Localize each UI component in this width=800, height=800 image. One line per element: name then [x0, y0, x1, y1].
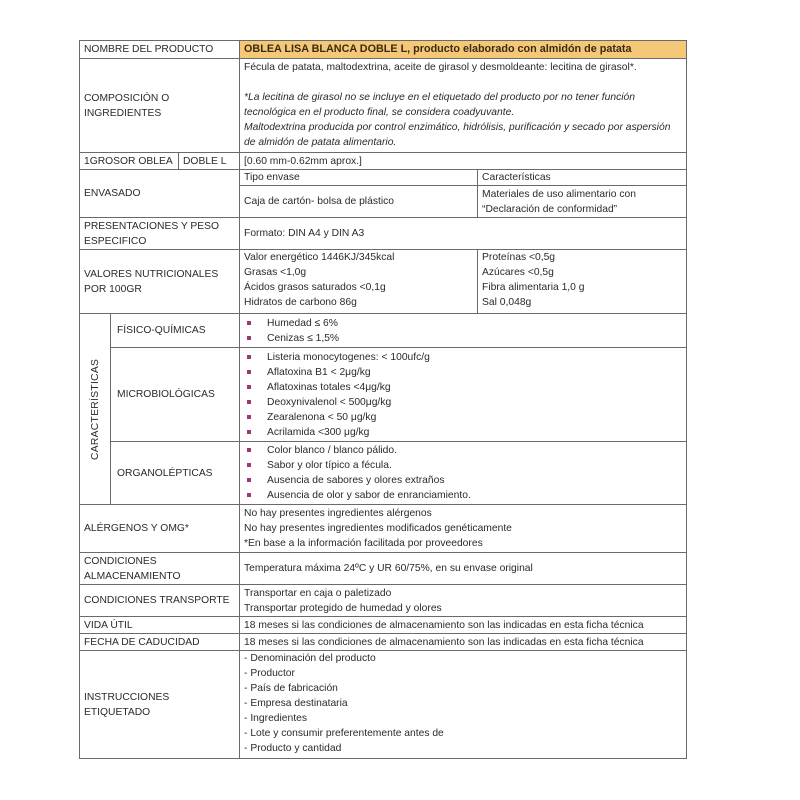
spec-table [79, 40, 687, 759]
bullet-icon [247, 430, 251, 434]
labeling-item: - Lote y consumir preferentemente antes de [244, 728, 444, 739]
nutrition-sugars: Azúcares <0,5g [482, 267, 554, 278]
composition-label: COMPOSICIÓN O INGREDIENTES [80, 59, 240, 153]
packaging-label: ENVASADO [80, 170, 240, 218]
packaging-characteristics-header: Características [478, 170, 687, 186]
storage-value: Temperatura máxima 24ºC y UR 60/75%, en su envase original [240, 553, 687, 585]
bullet-icon [247, 478, 251, 482]
allergens-label: ALÉRGENOS Y OMG* [80, 505, 240, 553]
allergens-values [240, 505, 687, 553]
row-organo [80, 442, 687, 505]
micro-item: Listeria monocytogenes: < 100ufc/g [244, 350, 682, 365]
row-product-name [80, 41, 687, 59]
nutrition-fiber: Fibra alimentaria 1,0 g [482, 282, 585, 293]
micro-item: Aflatoxina B1 < 2μg/kg [244, 365, 682, 380]
organo-item: Ausencia de sabores y olores extraños [244, 473, 682, 488]
characteristics-label: CARACTERÍSTICAS [80, 314, 111, 505]
bullet-icon [247, 415, 251, 419]
expiry-value: 18 meses si las condiciones de almacenamiento son las indicadas en esta ficha técnica [240, 634, 687, 651]
labeling-item: - Empresa destinataria [244, 698, 348, 709]
nutrition-saturated: Ácidos grasos saturados <0,1g [244, 282, 386, 293]
organo-item: Sabor y olor típico a fécula. [244, 458, 682, 473]
row-shelf-life [80, 617, 687, 634]
micro-item: Zearalenona < 50 μg/kg [244, 410, 682, 425]
bullet-icon [247, 385, 251, 389]
nutrition-energy: Valor energético 1446KJ/345kcal [244, 252, 395, 263]
expiry-label: FECHA DE CADUCIDAD [80, 634, 240, 651]
transport-line: Transportar protegido de humedad y olores [244, 602, 442, 614]
bullet-icon [247, 355, 251, 359]
micro-item: Acrilamida <300 μg/kg [244, 425, 682, 440]
labeling-item: - Productor [244, 668, 295, 679]
thickness-value: [0.60 mm-0.62mm aprox.] [240, 153, 687, 170]
bullet-icon [247, 336, 251, 340]
presentations-label: PRESENTACIONES Y PESO ESPECIFICO [80, 218, 240, 250]
product-name-label: NOMBRE DEL PRODUCTO [80, 41, 240, 59]
organo-values [240, 442, 687, 505]
row-packaging-header [80, 170, 687, 186]
physico-label: FÍSICO-QUÍMICAS [111, 314, 240, 348]
organo-item: Ausencia de olor y sabor de enranciamiento. [244, 488, 682, 503]
bullet-icon [247, 493, 251, 497]
shelf-life-label: VIDA ÚTIL [80, 617, 240, 634]
row-thickness [80, 153, 687, 170]
organo-label: ORGANOLÉPTICAS [111, 442, 240, 505]
row-presentations [80, 218, 687, 250]
transport-label: CONDICIONES TRANSPORTE [80, 585, 240, 617]
labeling-item: - País de fabricación [244, 683, 338, 694]
composition-note-lecithin: *La lecitina de girasol no se incluye en el etiquetado del producto por no tener función tecnológica en el producto final, se considera coadyuvante. [244, 92, 636, 118]
micro-item: Deoxynivalenol < 500μg/kg [244, 395, 682, 410]
row-nutrition [80, 250, 687, 314]
composition-note-maltodextrin: Maltodextrina producida por control enzimático, hidrólisis, purificación y secado por aspersión de almidón de patata alimentario. [244, 122, 671, 148]
row-allergens [80, 505, 687, 553]
thickness-type: DOBLE L [179, 153, 240, 170]
product-name-value: OBLEA LISA BLANCA DOBLE L, producto elaborado con almidón de patata [240, 41, 687, 59]
nutrition-fat: Grasas <1,0g [244, 267, 307, 278]
nutrition-left [240, 250, 478, 314]
labeling-values [240, 651, 687, 759]
row-transport [80, 585, 687, 617]
presentations-value: Formato: DIN A4 y DIN A3 [240, 218, 687, 250]
allergens-line: No hay presentes ingredientes alérgenos [244, 508, 432, 519]
physico-item: Cenizas ≤ 1,5% [244, 331, 682, 346]
labeling-item: - Ingredientes [244, 713, 307, 724]
transport-values [240, 585, 687, 617]
nutrition-salt: Sal 0,048g [482, 297, 532, 308]
row-labeling [80, 651, 687, 759]
allergens-line: No hay presentes ingredientes modificados genéticamente [244, 523, 512, 534]
bullet-icon [247, 463, 251, 467]
micro-label: MICROBIOLÓGICAS [111, 348, 240, 442]
row-storage [80, 553, 687, 585]
packaging-type-value: Caja de cartón- bolsa de plástico [240, 186, 478, 218]
nutrition-right [478, 250, 687, 314]
physico-values [240, 314, 687, 348]
micro-values [240, 348, 687, 442]
micro-item: Aflatoxinas totales <4μg/kg [244, 380, 682, 395]
thickness-label: 1GROSOR OBLEA [80, 153, 179, 170]
nutrition-label: VALORES NUTRICIONALES POR 100GR [80, 250, 240, 314]
row-composition [80, 59, 687, 153]
bullet-icon [247, 448, 251, 452]
labeling-item: - Denominación del producto [244, 653, 376, 664]
storage-label: CONDICIONES ALMACENAMIENTO [80, 553, 240, 585]
organo-item: Color blanco / blanco pálido. [244, 443, 682, 458]
nutrition-carbs: Hidratos de carbono 86g [244, 297, 357, 308]
technical-sheet [79, 40, 686, 759]
transport-line: Transportar en caja o paletizado [244, 587, 392, 599]
bullet-icon [247, 321, 251, 325]
composition-value [240, 59, 687, 153]
physico-item: Humedad ≤ 6% [244, 316, 682, 331]
packaging-type-header: Tipo envase [240, 170, 478, 186]
labeling-item: - Producto y cantidad [244, 743, 342, 754]
row-micro [80, 348, 687, 442]
packaging-characteristics-value: Materiales de uso alimentario con “Declaración de conformidad” [478, 186, 687, 218]
row-expiry [80, 634, 687, 651]
bullet-icon [247, 400, 251, 404]
composition-main: Fécula de patata, maltodextrina, aceite de girasol y desmoldeante: lecitina de girasol*. [244, 62, 637, 73]
nutrition-protein: Proteínas <0,5g [482, 252, 556, 263]
labeling-label: INSTRUCCIONES ETIQUETADO [80, 651, 240, 759]
shelf-life-value: 18 meses si las condiciones de almacenamiento son las indicadas en esta ficha técnica [240, 617, 687, 634]
row-physico [80, 314, 687, 348]
bullet-icon [247, 370, 251, 374]
allergens-line: *En base a la información facilitada por proveedores [244, 538, 483, 549]
